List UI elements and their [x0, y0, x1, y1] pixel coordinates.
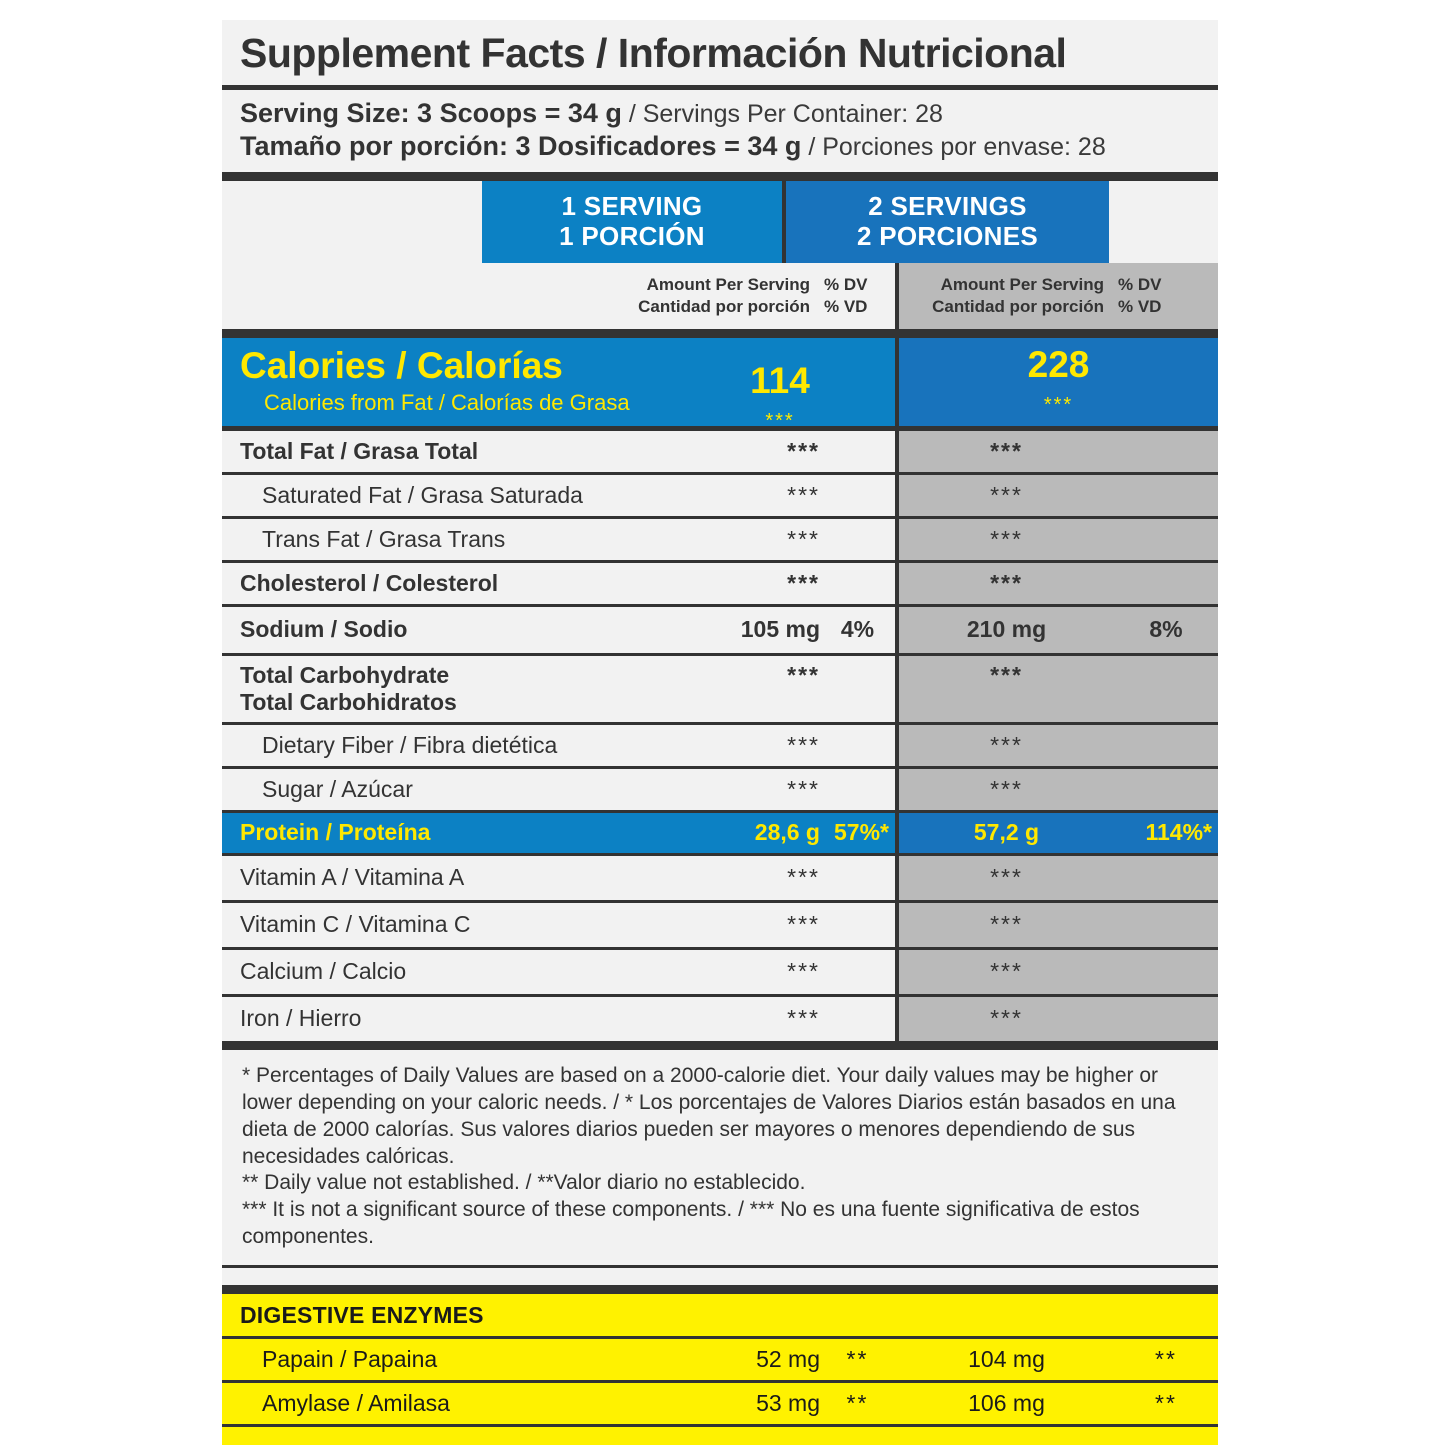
nutrient-amount-2: 210 mg: [899, 607, 1114, 653]
nutrient-dv-1: 4%: [840, 616, 875, 643]
digestive-enzymes-section: [222, 1294, 1218, 1445]
enzyme-amount-2: 106 mg: [968, 1390, 1045, 1416]
table-row: [222, 563, 1218, 604]
serving-size-block: [222, 90, 1218, 172]
nutrient-dv-2: [1114, 431, 1218, 472]
nutrient-name: Sugar / Azúcar: [262, 775, 413, 802]
nutrient-name: Total Fat / Grasa Total: [240, 437, 479, 464]
dv-label-es: % VD: [1118, 296, 1162, 316]
calories-value-1-serving: 114: [750, 360, 810, 401]
nutrient-dv-2: 8%: [1114, 607, 1218, 653]
table-row: [222, 856, 1218, 900]
nutrient-amount-1: 28,6 g: [635, 813, 820, 853]
nutrient-rows: [222, 431, 1218, 1041]
nutrient-amount-1: ***: [787, 958, 820, 985]
nutrient-name: Cholesterol / Colesterol: [240, 569, 499, 596]
footnote-star: * Percentages of Daily Values are based on a 2000-calorie diet. Your daily values may be higher or lower depending on your caloric needs. / * Los porcentajes de Valores Diarios están basados en una dieta de 2000 calorías. Sus valores diarios pueden ser mayores o menores dependiendo de sus necesidades calóricas.: [242, 1063, 1176, 1168]
serving-size-en-bold: Serving Size: 3 Scoops = 34 g: [240, 98, 622, 128]
nutrient-amount-2: ***: [899, 563, 1114, 604]
nutrient-amount-1: ***: [787, 1005, 820, 1032]
nutrient-amount-2: ***: [899, 856, 1114, 900]
nutrient-amount-1: ***: [787, 731, 820, 758]
amount-header-col1: [635, 263, 820, 329]
enzyme-dv-1: **: [846, 1390, 869, 1416]
amount-label-en: Amount Per Serving: [940, 274, 1104, 294]
nutrient-amount-2: ***: [899, 431, 1114, 472]
divider: [222, 329, 1218, 338]
nutrient-amount-1: 105 mg: [740, 616, 820, 643]
nutrient-name: Sodium / Sodio: [240, 616, 408, 643]
nutrient-amount-2: ***: [899, 903, 1114, 947]
nutrient-amount-1: ***: [787, 661, 820, 688]
serving-size-en-rest: / Servings Per Container: 28: [621, 100, 943, 128]
enzyme-name: Amylase / Amilasa: [262, 1390, 450, 1416]
nutrient-name-line1: Total Carbohydrate: [240, 662, 450, 689]
table-row-protein: [222, 813, 1218, 853]
calories-from-fat-label: Calories from Fat / Calorías de Grasa: [264, 389, 630, 415]
nutrient-amount-2: ***: [899, 997, 1114, 1041]
page-title: Supplement Facts / Información Nutricional: [240, 30, 1067, 76]
nutrient-name: [222, 656, 635, 722]
nutrient-name: Saturated Fat / Grasa Saturada: [262, 481, 583, 508]
nutrient-name: Dietary Fiber / Fibra dietética: [262, 731, 558, 758]
servings-header: [222, 181, 1218, 263]
nutrient-dv-2: 114%*: [1114, 813, 1218, 853]
nutrient-dv-2: [1114, 563, 1218, 604]
serving1-label-en: 1 SERVING: [561, 191, 703, 222]
table-row: [222, 950, 1218, 994]
nutrient-dv-1: [820, 519, 895, 560]
spacer: [222, 1427, 1218, 1445]
nutrient-dv-2: [1114, 725, 1218, 766]
table-row: [222, 656, 1218, 722]
nutrient-dv-2: [1114, 903, 1218, 947]
serving-size-english: [240, 97, 1218, 130]
enzymes-title: DIGESTIVE ENZYMES: [240, 1302, 484, 1328]
nutrient-amount-2: ***: [899, 519, 1114, 560]
table-row: [222, 431, 1218, 472]
nutrient-dv-2: [1114, 656, 1218, 722]
nutrient-amount-1: ***: [787, 569, 820, 596]
serving-size-es-rest: / Porciones por envase: 28: [801, 132, 1106, 161]
calories-label-cell: [222, 338, 820, 426]
nutrient-dv-1: [820, 950, 895, 994]
enzyme-amount-2: 104 mg: [968, 1346, 1045, 1372]
serving-size-spanish: [240, 130, 1218, 163]
nutrient-name: Calcium / Calcio: [240, 958, 407, 985]
nutrient-amount-1: ***: [787, 481, 820, 508]
footnote-double-star: ** Daily value not established. / **Valor diario no establecido.: [242, 1171, 806, 1195]
calories-from-fat-2-servings: ***: [1043, 394, 1074, 417]
table-row: [222, 903, 1218, 947]
nutrient-dv-1: [820, 475, 895, 516]
table-row: [222, 1339, 1218, 1380]
nutrient-name: Iron / Hierro: [240, 1005, 362, 1032]
nutrient-dv-1: [820, 725, 895, 766]
nutrient-amount-2: ***: [899, 950, 1114, 994]
nutrient-amount-2: ***: [899, 769, 1114, 810]
header-spacer: [222, 181, 482, 263]
spacer: [222, 1268, 1218, 1285]
label-panel: [222, 20, 1218, 1445]
serving2-header: [786, 181, 1109, 263]
nutrient-amount-1: ***: [787, 864, 820, 891]
footnote-triple-star: *** It is not a significant source of these components. / *** No es una fuente significativa de estos componentes.: [242, 1198, 1140, 1249]
dv-label-en: % DV: [1118, 274, 1162, 294]
serving2-label-en: 2 SERVINGS: [868, 191, 1027, 222]
calories-value-2-servings: 228: [1027, 344, 1090, 386]
table-row: [222, 769, 1218, 810]
enzyme-dv-1: **: [846, 1346, 869, 1372]
serving2-label-es: 2 PORCIONES: [856, 220, 1038, 251]
nutrient-amount-2: ***: [899, 475, 1114, 516]
nutrient-dv-2: [1114, 950, 1218, 994]
footnotes: [222, 1050, 1218, 1265]
nutrient-dv-1: [820, 903, 895, 947]
amount-header-col2: [899, 263, 1114, 329]
dv-label-en: % DV: [824, 274, 868, 294]
serving-size-es-bold: Tamaño por porción: 3 Dosificadores = 34 g: [240, 130, 802, 161]
dv-header-col1: [820, 263, 895, 329]
nutrient-name: Vitamin A / Vitamina A: [240, 864, 465, 891]
table-row: [222, 997, 1218, 1041]
nutrient-amount-1: ***: [787, 775, 820, 802]
dv-label-es: % VD: [824, 296, 868, 316]
amount-label-es: Cantidad por porción: [638, 296, 810, 316]
nutrient-dv-1: [820, 431, 895, 472]
nutrient-name-line2: Total Carbohidratos: [240, 688, 457, 715]
nutrient-amount-2: ***: [899, 656, 1114, 722]
enzyme-amount-1: 53 mg: [756, 1390, 820, 1416]
nutrient-dv-1: [820, 769, 895, 810]
nutrient-dv-1: [820, 563, 895, 604]
serving1-header: [482, 181, 782, 263]
nutrient-amount-1: ***: [787, 911, 820, 938]
enzyme-name: Papain / Papaina: [262, 1346, 438, 1372]
table-row: [222, 725, 1218, 766]
dv-header-col2: [1114, 263, 1218, 329]
nutrient-name: Trans Fat / Grasa Trans: [262, 525, 506, 552]
serving1-label-es: 1 PORCIÓN: [559, 220, 705, 251]
table-row: [222, 607, 1218, 653]
nutrient-dv-1: [820, 997, 895, 1041]
nutrient-name: Vitamin C / Vitamina C: [240, 911, 471, 938]
nutrient-name: Protein / Proteína: [222, 813, 635, 853]
enzyme-dv-2: **: [1155, 1346, 1177, 1372]
table-row: [222, 1383, 1218, 1424]
nutrient-dv-2: [1114, 856, 1218, 900]
calories-label: Calories / Calorías: [240, 344, 563, 386]
nutrient-dv-1: 57%*: [820, 813, 895, 853]
calories-value2-cell: [899, 338, 1218, 426]
calories-col1-spacer: [820, 338, 895, 426]
amount-label-es: Cantidad por porción: [932, 296, 1104, 316]
nutrient-amount-1: ***: [787, 525, 820, 552]
nutrient-dv-1: [820, 656, 895, 722]
calories-from-fat-1-serving: ***: [765, 409, 795, 432]
nutrient-dv-2: [1114, 475, 1218, 516]
nutrient-amount-2: 57,2 g: [899, 813, 1114, 853]
nutrient-amount-1: ***: [787, 437, 820, 464]
nutrient-dv-2: [1114, 519, 1218, 560]
nutrient-dv-2: [1114, 997, 1218, 1041]
table-row: [222, 519, 1218, 560]
calories-row: [222, 338, 1218, 426]
divider: [222, 1041, 1218, 1050]
nutrient-dv-1: [820, 856, 895, 900]
enzyme-dv-2: **: [1155, 1390, 1177, 1416]
nutrient-dv-2: [1114, 769, 1218, 810]
amount-header: [222, 263, 1218, 329]
amount-label-en: Amount Per Serving: [646, 274, 810, 294]
amount-header-spacer: [222, 263, 635, 329]
divider: [222, 1285, 1218, 1294]
enzyme-amount-1: 52 mg: [756, 1346, 820, 1372]
nutrient-amount-2: ***: [899, 725, 1114, 766]
divider: [222, 172, 1218, 181]
table-row: [222, 475, 1218, 516]
